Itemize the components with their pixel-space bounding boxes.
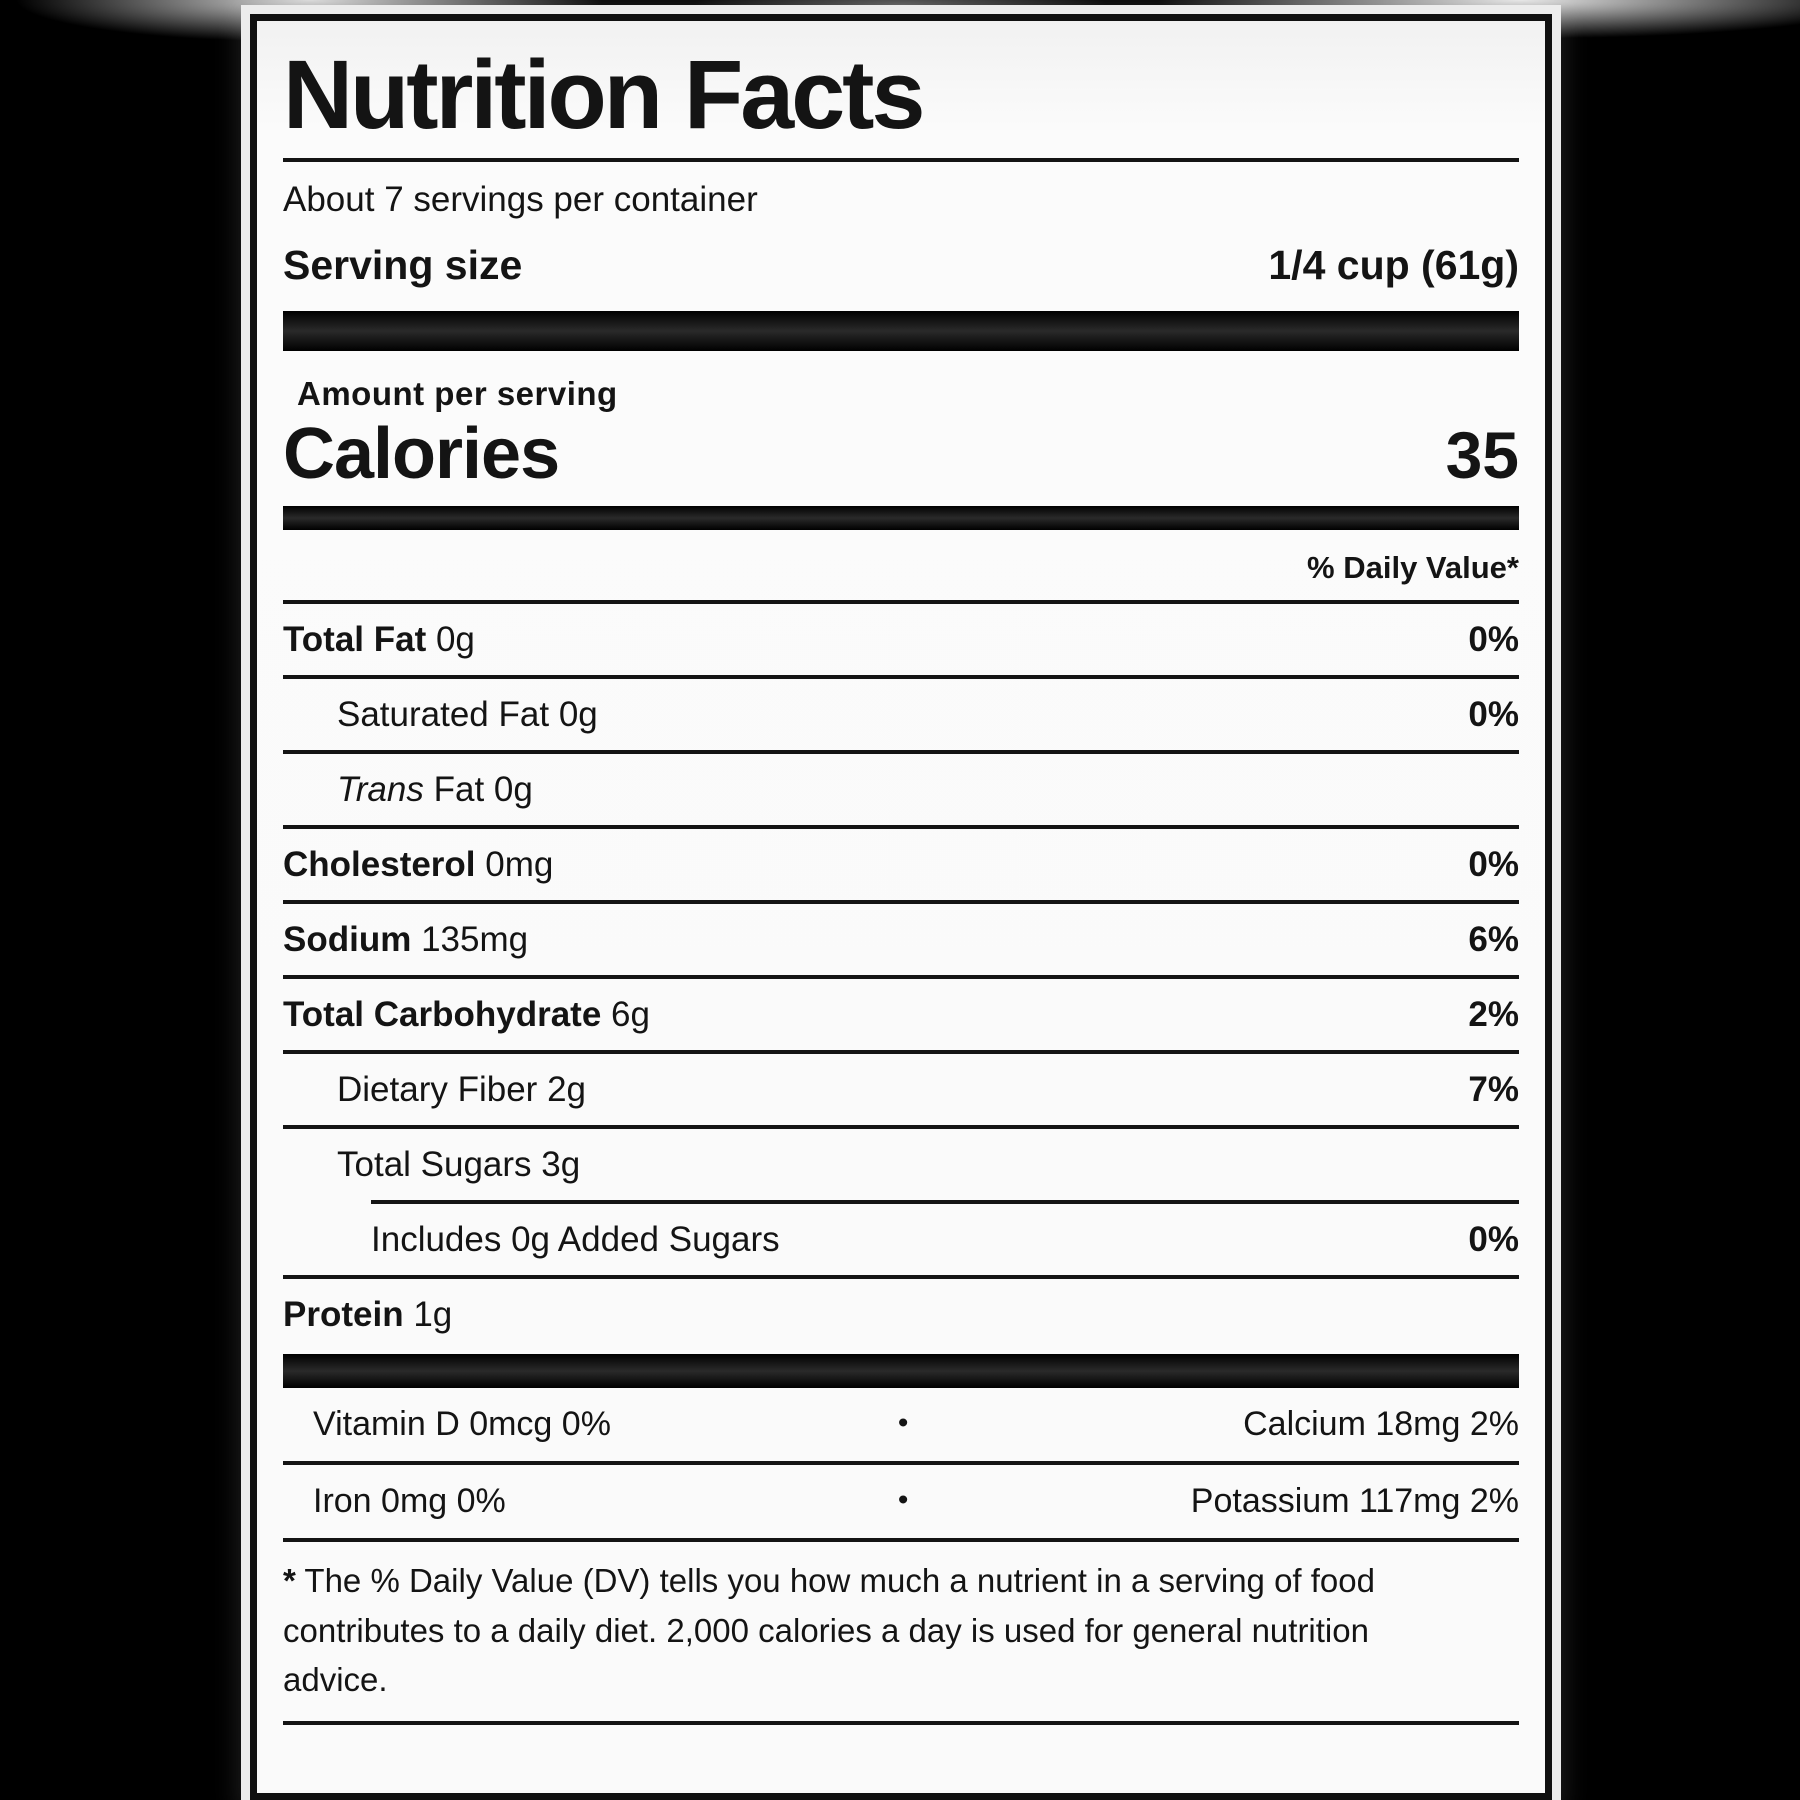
vitamin-row-1 bbox=[283, 1388, 1519, 1461]
nutrition-facts-label bbox=[250, 14, 1552, 1800]
calories-row bbox=[283, 413, 1519, 494]
potassium-value: Potassium 117mg 2% bbox=[1190, 1482, 1519, 1521]
nutrient-name: Saturated Fat bbox=[337, 694, 550, 734]
nutrient-amount: Fat 0g bbox=[433, 769, 533, 809]
nutrient-dv: 0% bbox=[1468, 694, 1519, 734]
title-divider bbox=[283, 158, 1519, 162]
nutrient-dv: 0% bbox=[1468, 1219, 1519, 1259]
nutrient-name: Includes 0g Added Sugars bbox=[371, 1219, 780, 1259]
footnote-divider bbox=[283, 1538, 1519, 1542]
footnote-asterisk: * bbox=[283, 1562, 296, 1600]
servings-per-container: About 7 servings per container bbox=[283, 179, 758, 219]
nutrient-name: Cholesterol bbox=[283, 844, 476, 884]
nutrient-name: Total Sugars bbox=[337, 1144, 532, 1184]
section-bar-top bbox=[283, 311, 1519, 351]
bullet-separator-icon: • bbox=[897, 1483, 909, 1517]
daily-value-footnote bbox=[283, 1556, 1519, 1705]
bullet-separator-icon: • bbox=[897, 1406, 909, 1440]
serving-size-value: 1/4 cup (61g) bbox=[1268, 241, 1519, 288]
nutrient-row-total-sugars bbox=[283, 1129, 1519, 1200]
nutrient-amount: 6g bbox=[611, 994, 650, 1034]
nutrient-amount: 0g bbox=[435, 619, 475, 659]
nutrient-amount: 0g bbox=[558, 694, 598, 734]
nutrient-row-total-carbohydrate bbox=[283, 979, 1519, 1050]
nutrient-amount: 2g bbox=[547, 1069, 586, 1109]
vitamin-row-2 bbox=[283, 1465, 1519, 1538]
nutrient-row-total-fat bbox=[283, 604, 1519, 675]
nutrient-name: Dietary Fiber bbox=[337, 1069, 538, 1109]
nutrient-dv: 0% bbox=[1468, 619, 1519, 659]
calories-value: 35 bbox=[1445, 418, 1519, 493]
label-title: Nutrition Facts bbox=[283, 40, 923, 149]
nutrient-amount: 1g bbox=[413, 1294, 453, 1334]
iron-value: Iron 0mg 0% bbox=[313, 1482, 506, 1521]
section-bar-calories bbox=[283, 506, 1519, 530]
serving-size-label: Serving size bbox=[283, 241, 523, 288]
calcium-value: Calcium 18mg 2% bbox=[1243, 1405, 1519, 1444]
nutrient-dv: 0% bbox=[1468, 844, 1519, 884]
nutrient-name: Sodium bbox=[283, 919, 412, 959]
section-bar-vitamins bbox=[283, 1354, 1519, 1388]
nutrient-dv: 7% bbox=[1468, 1069, 1519, 1109]
vitamin-d-value: Vitamin D 0mcg 0% bbox=[313, 1405, 611, 1444]
nutrient-row-saturated-fat bbox=[283, 679, 1519, 750]
calories-label: Calories bbox=[283, 413, 560, 494]
nutrient-amount: 0mg bbox=[485, 844, 554, 884]
daily-value-header: % Daily Value* bbox=[1307, 550, 1519, 586]
nutrient-dv: 2% bbox=[1468, 994, 1519, 1034]
nutrient-name: Protein bbox=[283, 1294, 404, 1334]
nutrient-amount: 135mg bbox=[421, 919, 529, 959]
nutrient-name: Trans bbox=[337, 769, 424, 809]
serving-size-row bbox=[283, 242, 1519, 289]
amount-per-serving-label: Amount per serving bbox=[297, 374, 618, 412]
nutrient-row-trans-fat bbox=[283, 754, 1519, 825]
nutrient-row-cholesterol bbox=[283, 829, 1519, 900]
nutrient-row-dietary-fiber bbox=[283, 1054, 1519, 1125]
footnote-text: The % Daily Value (DV) tells you how much a nutrient in a serving of food contributes to a daily diet. 2,000 calories a day is used for general nutrition advice. bbox=[283, 1562, 1375, 1699]
bottom-divider bbox=[283, 1721, 1519, 1725]
nutrient-row-added-sugars bbox=[283, 1204, 1519, 1275]
nutrient-row-sodium bbox=[283, 904, 1519, 975]
nutrient-row-protein bbox=[283, 1279, 1519, 1350]
nutrient-dv: 6% bbox=[1468, 919, 1519, 959]
nutrient-amount: 3g bbox=[541, 1144, 581, 1184]
nutrient-name: Total Carbohydrate bbox=[283, 994, 602, 1034]
nutrient-name: Total Fat bbox=[283, 619, 427, 659]
